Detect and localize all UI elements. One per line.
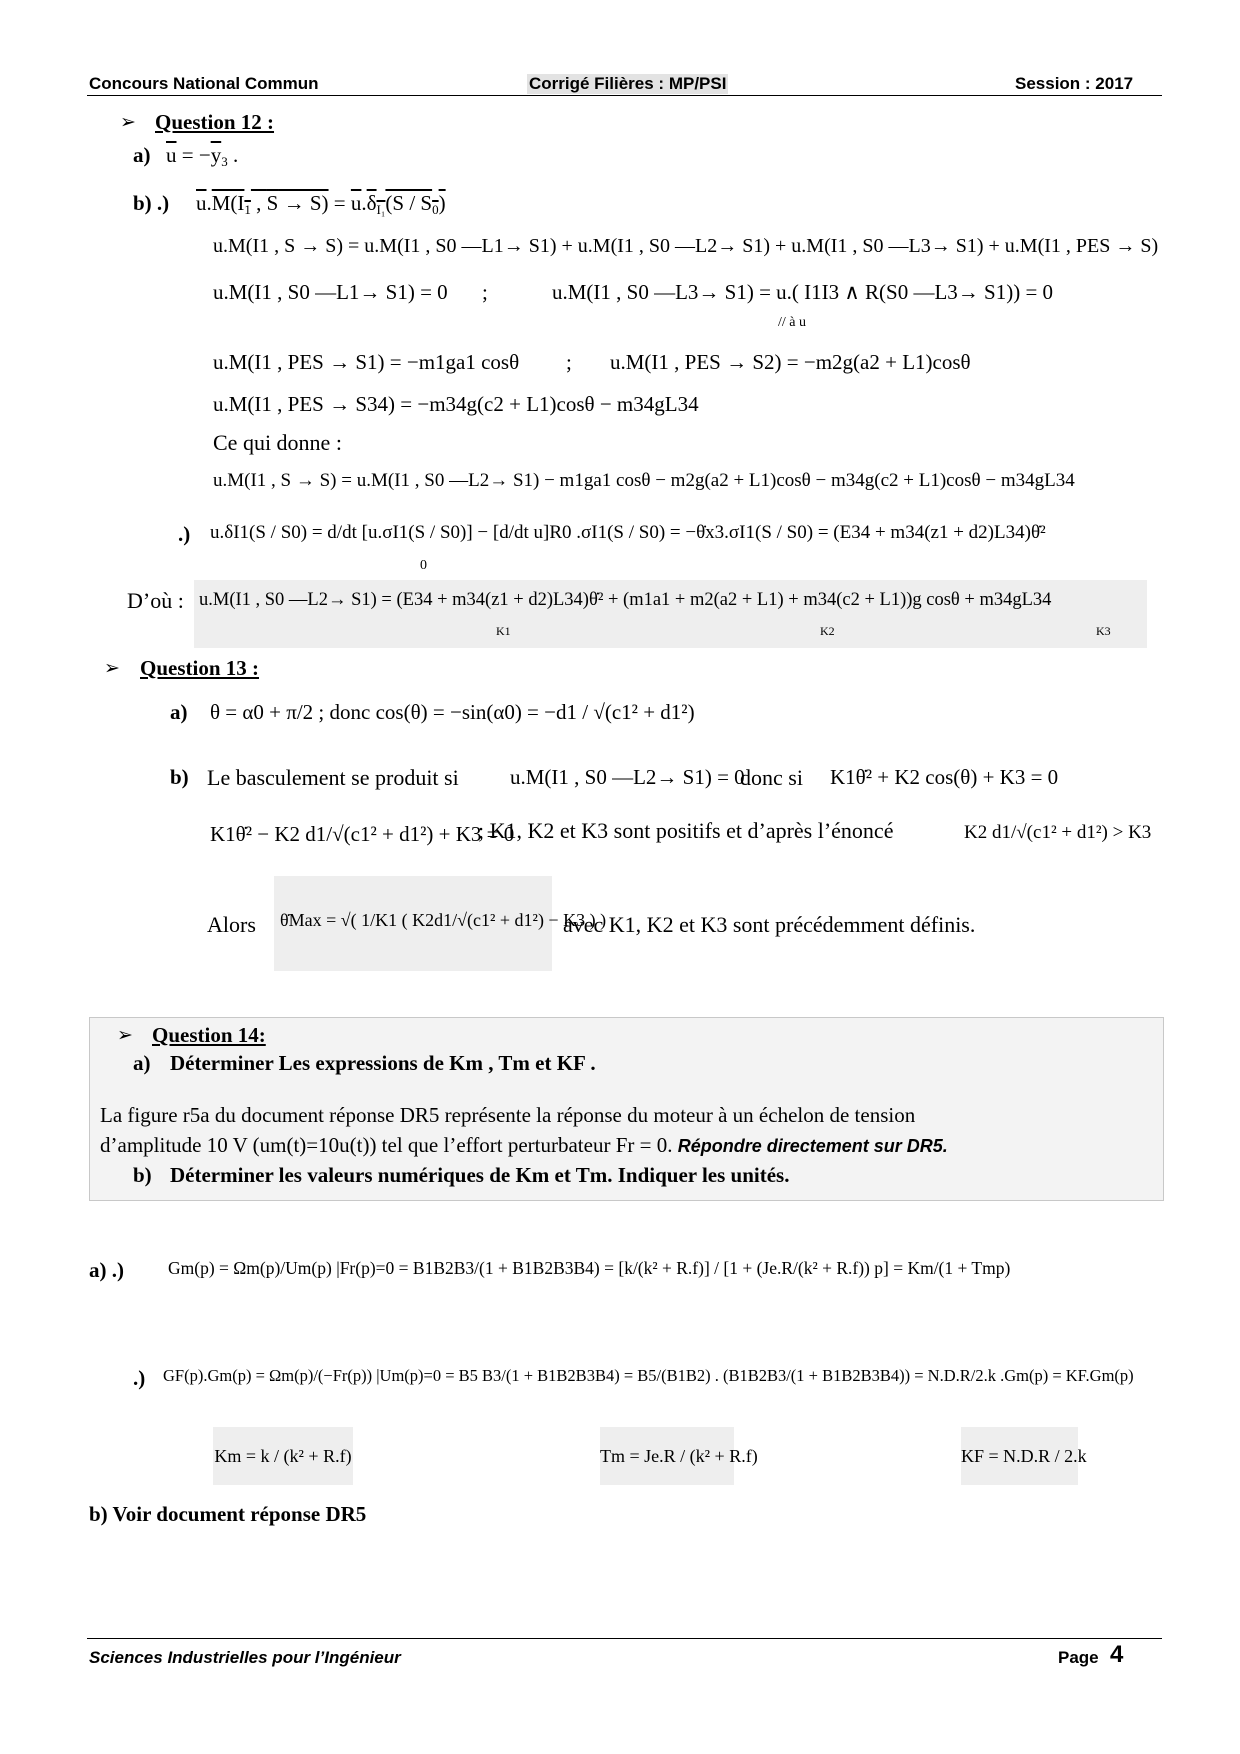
- q13-alors: Alors: [207, 912, 256, 937]
- q13-b-eq: u.M(I1 , S0 —L2→ S1) = 0: [510, 765, 745, 789]
- q12-k2-label: K2: [820, 624, 835, 638]
- q12-result-box: [194, 580, 1147, 648]
- q12-ce-qui-donne: Ce qui donne :: [213, 430, 342, 455]
- bullet-arrow-icon: ➢: [104, 658, 120, 679]
- q14-b-text: Déterminer les valeurs numériques de Km et Tm. Indiquer les unités.: [170, 1163, 790, 1187]
- q13-avec: avec K1, K2 et K3 sont précédemment définis.: [563, 912, 976, 937]
- q12-k3-label: K3: [1096, 624, 1111, 638]
- bullet-arrow-icon: ➢: [117, 1025, 133, 1046]
- q13-b-eq2: K1θ̇² + K2 cos(θ) + K3 = 0: [830, 765, 1059, 789]
- q14-sol-eq2: GF(p).Gm(p) = Ωm(p)/(−Fr(p)) |Um(p)=0 = B5 B3/(1 + B1B2B3B4) = B5/(B1B2) . (B1B2B3/(1 + B1B2B3B4)) = N.D.R/2.k .Gm(p) = KF.Gm(p): [163, 1366, 1134, 1385]
- q12-b-eq6: u.M(I1 , S → S) = u.M(I1 , S0 —L2→ S1) − m1ga1 cosθ − m2g(a2 + L1)cosθ − m34g(c2 + L1)cosθ − m34gL34: [213, 470, 1075, 491]
- q14-para1: La figure r5a du document réponse DR5 représente la réponse du moteur à un échelon de tension: [100, 1103, 916, 1127]
- q14-statement-box: [89, 1017, 1164, 1201]
- q12-b-eq2: u.M(I1 , S → S) = u.M(I1 , S0 —L1→ S1) + u.M(I1 , S0 —L2→ S1) + u.M(I1 , S0 —L3→ S1) + u.M(I1 , PES → S): [213, 235, 1159, 257]
- q12-b-eq4a: u.M(I1 , PES → S1) = −m1ga1 cosθ: [213, 350, 520, 374]
- q12-a-eq: $\overline{u} = -\overline{y}_3$ .: [166, 143, 239, 169]
- q12-b-eq3a: u.M(I1 , S0 —L1→ S1) = 0: [213, 280, 448, 304]
- q12-k1-label: K1: [496, 624, 511, 638]
- q14-para2-bold: Répondre directement sur DR5.: [677, 1136, 948, 1156]
- q14-b-label: b): [133, 1163, 152, 1187]
- q12-b-eq3-sep: ;: [482, 280, 488, 304]
- q13-b-text2: donc si: [740, 765, 803, 790]
- kf-result-box: KF = N.D.R / 2.k: [961, 1427, 1078, 1485]
- q12-b-eq1: $\overline{u}.M(I_1$ , $S \to S) = \overline{u}.\delta_{I_1}(S / S_0)$: [196, 191, 446, 217]
- q14-para2: [100, 1133, 948, 1158]
- header-rule: [87, 95, 1162, 96]
- bullet-arrow-icon: ➢: [120, 112, 136, 133]
- tm-result-box: [600, 1427, 758, 1485]
- q14-para2-text: d’amplitude 10 V (um(t)=10u(t)) tel que l’effort perturbateur Fr = 0.: [100, 1133, 673, 1157]
- q12-b-eq4-sep: ;: [566, 350, 572, 374]
- q12-b-eq7-zero: 0: [420, 558, 427, 573]
- q14-sol-b: b) Voir document réponse DR5: [89, 1502, 367, 1526]
- q12-dou-eq: u.M(I1 , S0 —L2→ S1) = (E34 + m34(z1 + d2)L34)θ̇² + (m1a1 + m2(a2 + L1) + m34(c2 + L1))g cosθ + m34gL34: [199, 590, 1052, 610]
- footer-rule: [87, 1638, 1162, 1639]
- header-right: Session : 2017: [1015, 74, 1134, 93]
- footer-page-label: Page: [1058, 1648, 1099, 1667]
- q14-sol-eq1: Gm(p) = Ωm(p)/Um(p) |Fr(p)=0 = B1B2B3/(1 + B1B2B3B4) = [k/(k² + R.f)] / [1 + (Je.R/(k² + R.f)) p] = Km/(1 + Tmp): [168, 1258, 1011, 1278]
- q12-b-eq3b: u.M(I1 , S0 —L3→ S1) = u.( I1I3 ∧ R(S0 —L3→ S1)) = 0: [552, 280, 1054, 304]
- q13-max-eq: θ̇Max = √( 1/K1 ( K2d1/√(c1² + d1²) − K3 ) ): [280, 910, 607, 930]
- q12-b-eq7: u.δI1(S / S0) = d/dt [u.σI1(S / S0)] − [d/dt u]R0 .σI1(S / S0) = −θ̇x3.σI1(S / S0) = (E34 + m34(z1 + d2)L34)θ̇²: [210, 522, 1046, 543]
- q14-sol-eq2-label: .): [133, 1366, 146, 1390]
- footer-left: Sciences Industrielles pour l’Ingénieur: [89, 1648, 401, 1667]
- q13-b-text3: ; K1, K2 et K3 sont positifs et d’après l’énoncé: [478, 818, 894, 843]
- q13-a-label: a): [170, 700, 188, 724]
- footer-page-number: 4: [1110, 1641, 1124, 1668]
- q13-b-label: b): [170, 765, 189, 789]
- q12-b-eq5: u.M(I1 , PES → S34) = −m34g(c2 + L1)cosθ − m34gL34: [213, 392, 699, 416]
- q14-a-label: a): [133, 1051, 151, 1075]
- header-center: Corrigé Filières : MP/PSI: [529, 74, 727, 93]
- q13-b-text: Le basculement se produit si: [207, 765, 459, 790]
- q13-title: Question 13 :: [140, 656, 260, 680]
- q13-max-box: [274, 876, 607, 971]
- q13-b-eq4: K2 d1/√(c1² + d1²) > K3: [964, 822, 1152, 843]
- q12-b-label: b) .): [133, 191, 170, 215]
- header-left: Concours National Commun: [89, 74, 319, 93]
- q13-b-eq3: K1θ̇² − K2 d1/√(c1² + d1²) + K3 = 0: [210, 822, 515, 846]
- q12-b-eq7-label: .): [178, 522, 191, 546]
- q12-a-label: a): [133, 143, 151, 167]
- q12-b-eq3-note: // à u: [778, 315, 806, 330]
- q14-a-text: Déterminer Les expressions de Km , Tm et KF .: [170, 1051, 596, 1075]
- q14-title: Question 14:: [152, 1023, 266, 1047]
- km-result-box: Km = k / (k² + R.f): [213, 1427, 353, 1485]
- q14-sol-a-label: a) .): [89, 1258, 124, 1282]
- q12-b-eq4b: u.M(I1 , PES → S2) = −m2g(a2 + L1)cosθ: [610, 350, 971, 374]
- q12-title: Question 12 :: [155, 110, 275, 134]
- q12-dou-label: D’où :: [127, 588, 184, 613]
- tm-result-text: Tm = Je.R / (k² + R.f): [600, 1446, 758, 1466]
- q13-a-eq: θ = α0 + π/2 ; donc cos(θ) = −sin(α0) = −d1 / √(c1² + d1²): [210, 700, 695, 724]
